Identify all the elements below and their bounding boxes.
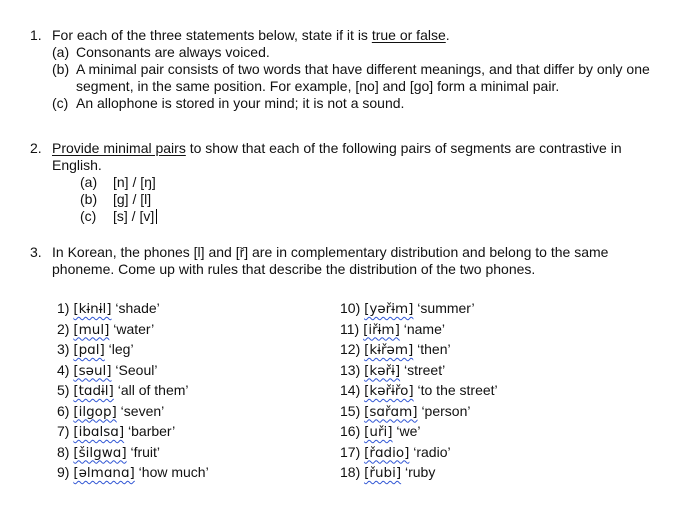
question-1-intro bbox=[52, 27, 658, 44]
statement-item-c bbox=[52, 95, 658, 112]
statement-item-a bbox=[52, 44, 658, 61]
korean-data-column-right bbox=[340, 299, 675, 484]
text-cursor bbox=[156, 209, 157, 224]
ipa-transcription: [šilgwɑ] bbox=[73, 444, 127, 461]
question-2-number: 2. bbox=[30, 140, 42, 156]
row-number: 9) bbox=[57, 464, 70, 480]
row-number: 15) bbox=[340, 402, 361, 419]
question-2-intro bbox=[52, 140, 658, 174]
ipa-transcription: [sɑřɑm] bbox=[364, 403, 418, 420]
gloss: ‘ruby bbox=[404, 464, 436, 480]
question-3-text: In Korean, the phones [l] and [ř] are in complementary distribution and belong to the same phoneme. Come up with rules that describe the distribution of the two phones. bbox=[52, 244, 609, 277]
ipa-transcription: [uři] bbox=[364, 424, 393, 440]
question-1-body bbox=[52, 27, 658, 112]
ipa-transcription: [tɑdɨl] bbox=[73, 383, 114, 399]
data-row bbox=[57, 463, 340, 484]
segment-pair-item-b bbox=[80, 191, 658, 208]
gloss: ‘street’ bbox=[403, 361, 446, 378]
gloss: ‘to the street’ bbox=[417, 382, 498, 398]
ipa-transcription: [řɑdio] bbox=[364, 444, 410, 461]
item-label: (a) bbox=[52, 44, 70, 60]
question-2-intro-post: to show that each of the following pairs of segments are contrastive in English. bbox=[52, 140, 622, 173]
data-row bbox=[57, 340, 340, 361]
statement-item-b bbox=[52, 61, 658, 95]
korean-data-column-left bbox=[57, 299, 340, 484]
question-2-body bbox=[52, 140, 658, 225]
question-1-intro-underlined: true or false bbox=[371, 27, 446, 43]
row-number: 8) bbox=[57, 443, 70, 460]
gloss: ‘all of them’ bbox=[117, 382, 189, 398]
question-2-intro-underlined: Provide minimal pairs bbox=[52, 140, 186, 156]
row-number: 7) bbox=[57, 423, 70, 439]
gloss: ‘fruit’ bbox=[130, 443, 161, 460]
ipa-transcription: [pɑl] bbox=[73, 342, 105, 358]
question-3 bbox=[30, 244, 675, 278]
gloss: ‘name’ bbox=[403, 320, 445, 337]
question-2 bbox=[30, 140, 675, 225]
row-number: 11) bbox=[340, 320, 360, 337]
row-number: 4) bbox=[57, 361, 70, 378]
segment-pair: [g] / [l] bbox=[113, 191, 152, 207]
row-number: 17) bbox=[340, 443, 361, 460]
row-number: 12) bbox=[340, 341, 361, 357]
data-row bbox=[340, 422, 675, 443]
gloss: ‘shade’ bbox=[115, 300, 160, 316]
gloss: ‘person’ bbox=[421, 402, 471, 419]
ipa-transcription: [ilgop] bbox=[73, 403, 117, 420]
segment-pair: [n] / [ŋ] bbox=[113, 174, 156, 190]
data-row bbox=[57, 320, 340, 341]
data-row bbox=[57, 361, 340, 382]
item-label: (b) bbox=[80, 191, 98, 207]
data-row bbox=[340, 443, 675, 464]
gloss: ‘summer’ bbox=[417, 300, 475, 316]
row-number: 3) bbox=[57, 341, 70, 357]
korean-data-list bbox=[57, 299, 675, 484]
data-row bbox=[340, 463, 675, 484]
gloss: ‘we’ bbox=[396, 423, 421, 439]
gloss: ‘water’ bbox=[113, 320, 155, 337]
ipa-transcription: [mul] bbox=[73, 321, 110, 338]
ipa-transcription: [ibɑlsɑ] bbox=[73, 424, 125, 440]
data-row bbox=[340, 299, 675, 320]
data-row bbox=[57, 443, 340, 464]
item-label: (a) bbox=[80, 174, 98, 190]
segment-pair-with-caret bbox=[113, 208, 658, 225]
gloss: ‘seven’ bbox=[120, 402, 165, 419]
data-row bbox=[340, 320, 675, 341]
gloss: ‘how much’ bbox=[138, 464, 209, 480]
item-label: (c) bbox=[52, 95, 69, 111]
data-row bbox=[340, 361, 675, 382]
ipa-transcription: [kəřɨ] bbox=[364, 362, 401, 379]
item-label: (b) bbox=[52, 61, 70, 77]
ipa-transcription: [yəřɨm] bbox=[364, 301, 414, 317]
item-text: A minimal pair consists of two words that have different meanings, and that differ by only one segment, in the same position. For example, [no] and [go] form a minimal pair. bbox=[76, 61, 650, 94]
row-number: 10) bbox=[340, 300, 361, 316]
gloss: ‘Seoul’ bbox=[115, 361, 158, 378]
gloss: ‘radio’ bbox=[413, 443, 451, 460]
row-number: 13) bbox=[340, 361, 361, 378]
row-number: 1) bbox=[57, 300, 70, 316]
question-1-number: 1. bbox=[30, 27, 42, 43]
row-number: 16) bbox=[340, 423, 361, 439]
row-number: 18) bbox=[340, 464, 361, 480]
segment-pair: [s] / [v] bbox=[113, 208, 155, 224]
data-row bbox=[57, 402, 340, 423]
question-1-intro-pre: For each of the three statements below, state if it is bbox=[52, 27, 372, 43]
question-3-body bbox=[52, 244, 658, 278]
ipa-transcription: [iřɨm] bbox=[363, 321, 400, 338]
ipa-transcription: [əlmɑnɑ] bbox=[73, 465, 135, 481]
data-row bbox=[340, 381, 675, 402]
question-1 bbox=[30, 27, 675, 112]
item-label: (c) bbox=[80, 208, 97, 224]
data-row bbox=[57, 381, 340, 402]
ipa-transcription: [řubi] bbox=[364, 465, 402, 481]
data-row bbox=[340, 402, 675, 423]
ipa-transcription: [kəřɨřo] bbox=[364, 383, 414, 399]
data-row bbox=[57, 422, 340, 443]
data-row bbox=[340, 340, 675, 361]
segment-pair-item-c bbox=[80, 208, 658, 225]
ipa-transcription: [kɨnɨl] bbox=[73, 301, 112, 317]
row-number: 6) bbox=[57, 402, 70, 419]
question-1-intro-post: . bbox=[445, 27, 450, 43]
segment-pair-item-a bbox=[80, 174, 658, 191]
item-text: An allophone is stored in your mind; it is not a sound. bbox=[76, 95, 405, 111]
ipa-transcription: [səul] bbox=[73, 362, 112, 379]
gloss: ‘then’ bbox=[417, 341, 451, 357]
data-row bbox=[57, 299, 340, 320]
row-number: 14) bbox=[340, 382, 361, 398]
question-3-number: 3. bbox=[30, 244, 42, 260]
ipa-transcription: [kɨřəm] bbox=[364, 342, 414, 358]
gloss: ‘leg’ bbox=[108, 341, 134, 357]
row-number: 5) bbox=[57, 382, 70, 398]
row-number: 2) bbox=[57, 320, 70, 337]
gloss: ‘barber’ bbox=[128, 423, 176, 439]
item-text: Consonants are always voiced. bbox=[76, 44, 270, 60]
